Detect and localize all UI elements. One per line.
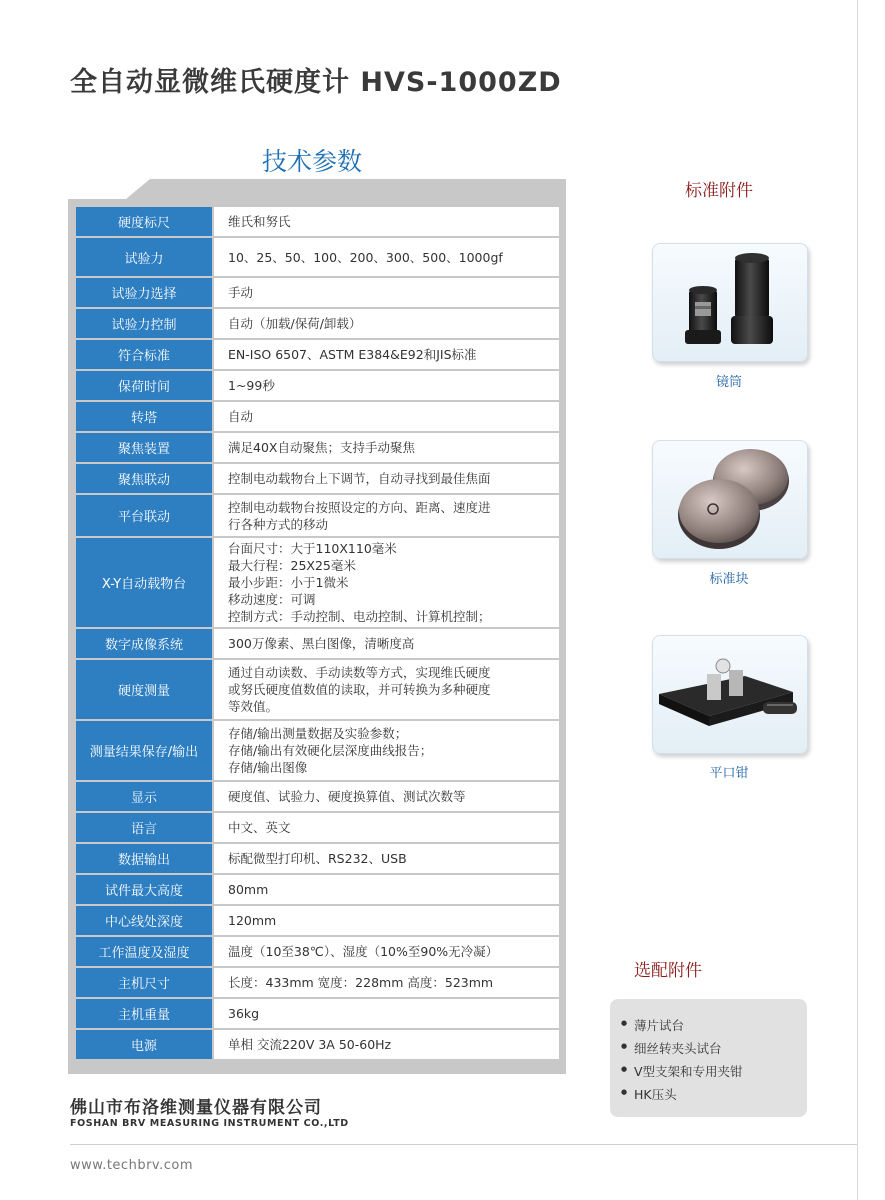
spec-label: 数据输出	[76, 844, 212, 873]
spec-value: 1~99秒	[214, 371, 559, 400]
spec-row	[76, 813, 559, 842]
spec-value: 维氏和努氏	[214, 207, 559, 236]
spec-row	[76, 906, 559, 935]
spec-label: 语言	[76, 813, 212, 842]
spec-label: 显示	[76, 782, 212, 811]
standard-accessories-title: 标准附件	[685, 181, 753, 201]
accessory-label-test-block: 标准块	[709, 572, 749, 587]
spec-label: 硬度标尺	[76, 207, 212, 236]
spec-table	[76, 207, 559, 1061]
spec-value: 单相 交流220V 3A 50-60Hz	[214, 1030, 559, 1059]
spec-value: 满足40X自动聚焦；支持手动聚焦	[214, 433, 559, 462]
spec-label: 保荷时间	[76, 371, 212, 400]
lens-tube-icon	[653, 244, 807, 361]
spec-label: 工作温度及湿度	[76, 937, 212, 966]
spec-value: 36kg	[214, 999, 559, 1028]
spec-value: 通过自动读数、手动读数等方式，实现维氏硬度 或努氏硬度值数值的读取，并可转换为多种硬度 等效值。	[214, 660, 559, 719]
spec-value: 10、25、50、100、200、300、500、1000gf	[214, 238, 559, 276]
spec-label: 试件最大高度	[76, 875, 212, 904]
spec-row	[76, 464, 559, 493]
spec-row	[76, 937, 559, 966]
spec-label: 硬度测量	[76, 660, 212, 719]
spec-value: 台面尺寸：大于110X110毫米 最大行程：25X25毫米 最小步距：小于1微米 移动速度：可调 控制方式：手动控制、电动控制、计算机控制；	[214, 538, 559, 627]
spec-label: 试验力	[76, 238, 212, 276]
spec-row	[76, 371, 559, 400]
website-url: www.techbrv.com	[70, 1158, 193, 1173]
spec-label: 符合标准	[76, 340, 212, 369]
spec-label: 试验力选择	[76, 278, 212, 307]
company-name-en: FOSHAN BRV MEASURING INSTRUMENT CO.,LTD	[70, 1118, 349, 1129]
spec-value: 120mm	[214, 906, 559, 935]
section-title: 技术参数	[262, 147, 363, 176]
spec-row	[76, 721, 559, 780]
spec-value: 温度（10至38℃）、湿度（10%至90%无冷凝）	[214, 937, 559, 966]
optional-accessory-item: ● V型支架和专用夹钳	[634, 1062, 743, 1080]
optional-accessories-title: 选配附件	[634, 961, 702, 981]
spec-value: 自动	[214, 402, 559, 431]
spec-value: 控制电动载物台按照设定的方向、距离、速度进 行各种方式的移动	[214, 495, 559, 536]
spec-value: 长度：433mm 宽度：228mm 高度：523mm	[214, 968, 559, 997]
spec-row	[76, 538, 559, 627]
accessory-label-vise: 平口钳	[709, 766, 749, 781]
spec-row	[76, 782, 559, 811]
spec-row	[76, 433, 559, 462]
table-tab-decoration	[126, 179, 566, 199]
spec-row	[76, 495, 559, 536]
spec-row	[76, 238, 559, 276]
footer-divider	[70, 1144, 857, 1145]
spec-value: 存储/输出测量数据及实验参数； 存储/输出有效硬化层深度曲线报告； 存储/输出图像	[214, 721, 559, 780]
vise-icon	[653, 636, 807, 753]
spec-label: 主机尺寸	[76, 968, 212, 997]
spec-label: 数字成像系统	[76, 629, 212, 658]
page-edge-rule	[857, 0, 858, 1200]
spec-row	[76, 660, 559, 719]
spec-value: 控制电动载物台上下调节，自动寻找到最佳焦面	[214, 464, 559, 493]
spec-row	[76, 629, 559, 658]
spec-label: 试验力控制	[76, 309, 212, 338]
spec-row	[76, 278, 559, 307]
spec-row	[76, 999, 559, 1028]
accessory-label-lens-tube: 镜筒	[715, 375, 742, 390]
optional-accessory-item: ● HK压头	[634, 1085, 677, 1103]
spec-value: 300万像素、黑白图像，清晰度高	[214, 629, 559, 658]
spec-value: 80mm	[214, 875, 559, 904]
spec-row	[76, 402, 559, 431]
spec-row	[76, 340, 559, 369]
test-block-icon	[653, 441, 807, 558]
spec-label: 主机重量	[76, 999, 212, 1028]
spec-row	[76, 309, 559, 338]
spec-value: 硬度值、试验力、硬度换算值、测试次数等	[214, 782, 559, 811]
spec-label: 测量结果保存/输出	[76, 721, 212, 780]
spec-row	[76, 1030, 559, 1059]
spec-row	[76, 844, 559, 873]
spec-label: 平台联动	[76, 495, 212, 536]
test-block-card	[652, 440, 808, 559]
spec-value: 中文、英文	[214, 813, 559, 842]
vise-card	[652, 635, 808, 754]
company-name-cn: 佛山市布洛维测量仪器有限公司	[70, 1098, 322, 1118]
spec-value: EN-ISO 6507、ASTM E384&E92和JIS标准	[214, 340, 559, 369]
spec-row	[76, 968, 559, 997]
spec-label: 中心线处深度	[76, 906, 212, 935]
optional-accessories-list	[610, 999, 807, 1117]
lens-tube-card	[652, 243, 808, 362]
spec-label: 聚焦联动	[76, 464, 212, 493]
optional-accessory-item: ● 薄片试台	[634, 1016, 684, 1034]
spec-value: 手动	[214, 278, 559, 307]
spec-label: 聚焦装置	[76, 433, 212, 462]
spec-value: 标配微型打印机、RS232、USB	[214, 844, 559, 873]
optional-accessory-item: ● 细丝转夹头试台	[634, 1039, 722, 1057]
spec-row	[76, 875, 559, 904]
page-title: 全自动显微维氏硬度计 HVS-1000ZD	[70, 67, 562, 98]
spec-label: 电源	[76, 1030, 212, 1059]
spec-value: 自动（加载/保荷/卸载）	[214, 309, 559, 338]
spec-label: 转塔	[76, 402, 212, 431]
spec-row	[76, 207, 559, 236]
spec-label: X-Y自动载物台	[76, 538, 212, 627]
